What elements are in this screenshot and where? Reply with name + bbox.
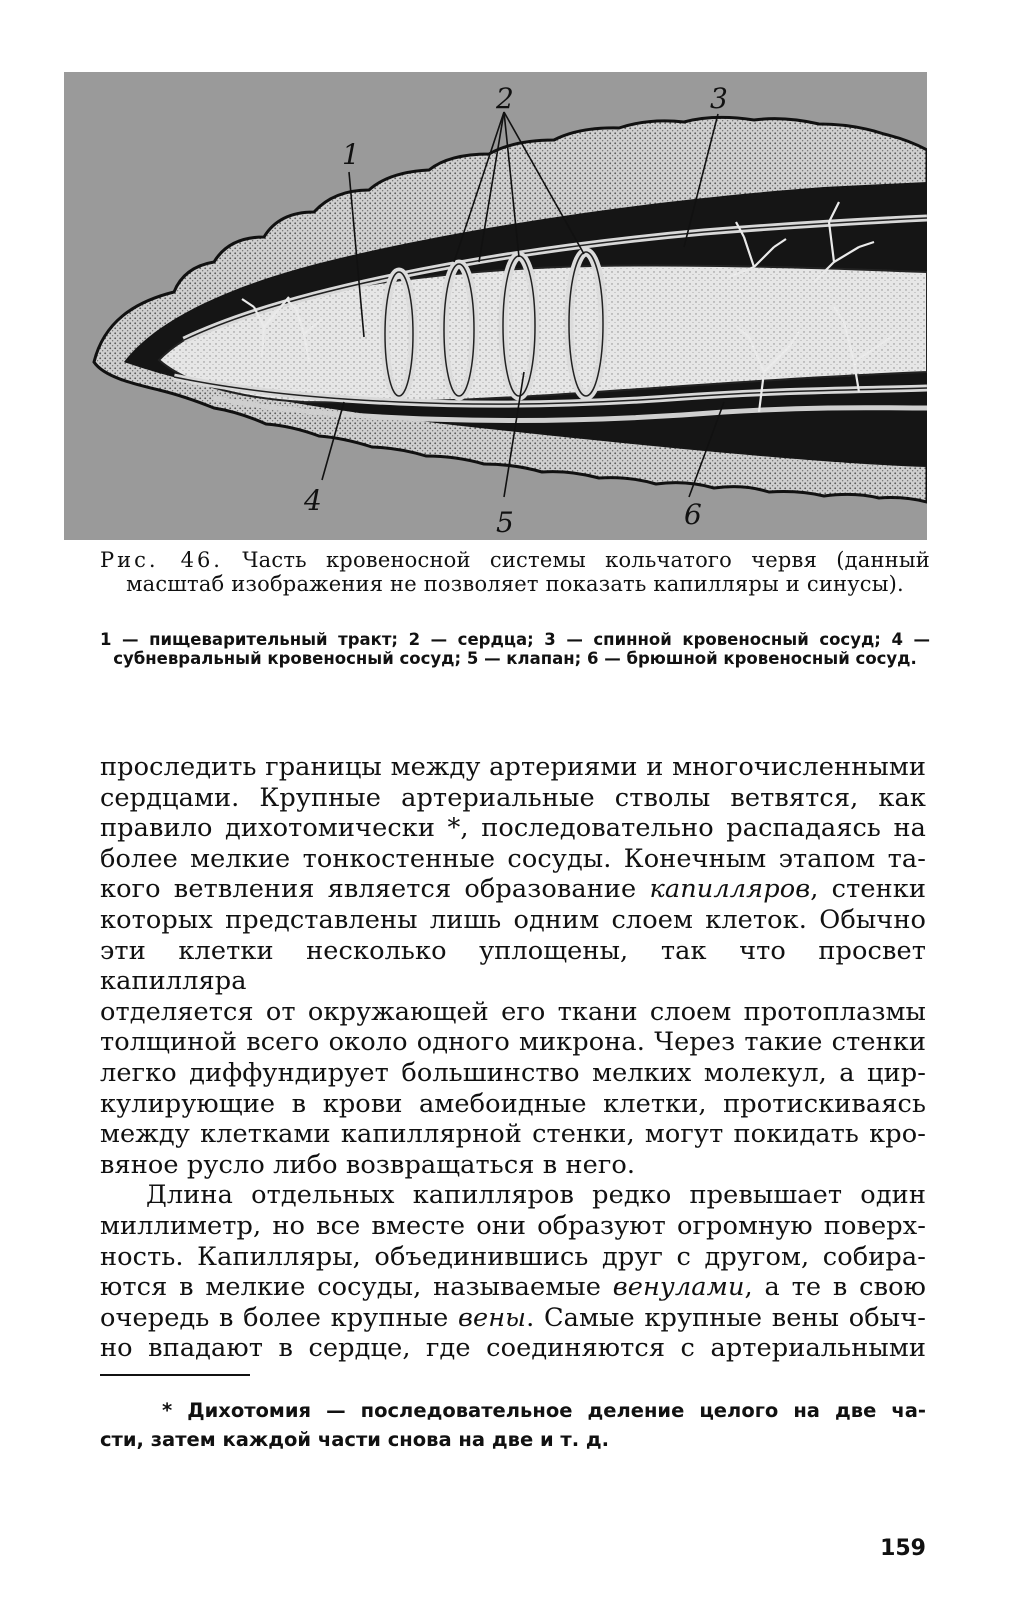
- figure-label-2: 2: [496, 82, 514, 115]
- page-number: 159: [880, 1536, 926, 1561]
- text-line: ность. Капилляры, объединившись друг с другом, собира-: [100, 1241, 926, 1272]
- text-line: которых представлены лишь одним слоем клеток. Обычно: [100, 904, 926, 935]
- text-line: более мелкие тонкостенные сосуды. Конечным этапом та-: [100, 843, 926, 874]
- footnote-divider: [100, 1374, 250, 1376]
- worm-circulatory-illustration: [64, 72, 927, 540]
- text-line: миллиметр, но все вместе они образуют огромную поверх-: [100, 1210, 926, 1241]
- figure-label-1: 1: [342, 138, 360, 171]
- text-line: Длина отдельных капилляров редко превышает один: [146, 1180, 926, 1211]
- footnote-line: сти, затем каждой части снова на две и т. д.: [100, 1428, 610, 1451]
- paragraph-1: [100, 752, 926, 1180]
- text-line: правило дихотомически *, последовательно распадаясь на: [100, 813, 926, 844]
- figure-label-4: 4: [304, 484, 322, 517]
- text-line: толщиной всего около одного микрона. Через такие стенки: [100, 1027, 926, 1058]
- text-line: вяное русло либо возвращаться в него.: [100, 1149, 636, 1180]
- text-line: между клетками капиллярной стенки, могут покидать кро-: [100, 1119, 926, 1150]
- figure-legend: 1 — пищеварительный тракт; 2 — сердца; 3 — спинной кровеносный сосуд; 4 — субневральный кровеносный сосуд; 5 — клапан; 6 — брюшной кровеносный сосуд.: [100, 630, 930, 668]
- footnote-line: * Дихотомия — последовательное деление целого на две ча-: [162, 1399, 926, 1422]
- text-line: эти клетки несколько уплощены, так что просвет капилляра: [100, 935, 926, 997]
- figure-label-5: 5: [496, 506, 514, 539]
- text-line: кого ветвления является образование капилляров, стенки: [100, 874, 926, 905]
- figure-label-6: 6: [684, 498, 702, 531]
- term-venules: венулами: [612, 1272, 745, 1303]
- text-line: очередь в более крупные вены. Самые крупные вены обыч-: [100, 1302, 926, 1333]
- text-line: но впадают в сердце, где соединяются с артериальными: [100, 1333, 926, 1364]
- footnote: [100, 1396, 926, 1454]
- figure-caption: [100, 548, 930, 596]
- figure-caption-prefix: Рис. 46.: [100, 548, 223, 572]
- text-line: сердцами. Крупные артериальные стволы ветвятся, как: [100, 782, 926, 813]
- main-text: [100, 752, 926, 1364]
- paragraph-2: [100, 1180, 926, 1364]
- term-capillaries: капилляров: [649, 874, 811, 905]
- text-line: легко диффундирует большинство мелких молекул, а цир-: [100, 1057, 926, 1088]
- figure-caption-text: Часть кровеносной системы кольчатого червя (данный масштаб изображения не позволяет показать капилляры и синусы).: [126, 548, 930, 596]
- text-line: отделяется от окружающей его ткани слоем протоплазмы: [100, 996, 926, 1027]
- text-line: проследить границы между артериями и многочисленными: [100, 752, 926, 782]
- term-veins: вены: [457, 1302, 527, 1333]
- text-line: ются в мелкие сосуды, называемые венулами, а те в свою: [100, 1272, 926, 1303]
- text-line: кулирующие в крови амебоидные клетки, протискиваясь: [100, 1088, 926, 1119]
- figure-label-3: 3: [710, 82, 728, 115]
